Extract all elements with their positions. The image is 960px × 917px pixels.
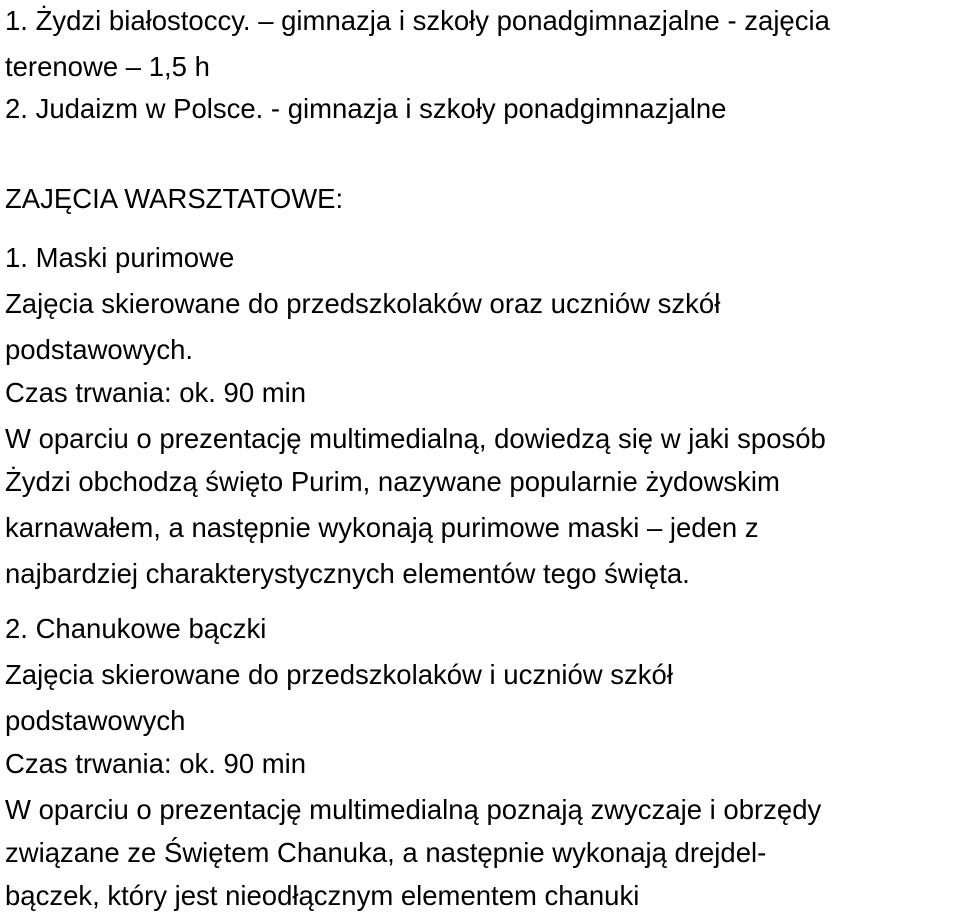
text-line: związane ze Świętem Chanuka, a następnie wykonają drejdel- — [5, 837, 767, 868]
text-line: terenowe – 1,5 h — [5, 51, 210, 82]
text-line: podstawowych. — [5, 334, 194, 365]
text-line: 1. Maski purimowe — [5, 242, 235, 273]
text-line: Żydzi obchodzą święto Purim, nazywane popularnie żydowskim — [5, 466, 780, 497]
text-line: Czas trwania: ok. 90 min — [5, 377, 307, 408]
text-line: 1. Żydzi białostoccy. – gimnazja i szkoły ponadgimnazjalne - zajęcia — [5, 5, 830, 36]
text-line: Czas trwania: ok. 90 min — [5, 748, 307, 779]
text-line: W oparciu o prezentację multimedialną, dowiedzą się w jaki sposób — [5, 423, 826, 454]
text-line: W oparciu o prezentację multimedialną poznają zwyczaje i obrzędy — [5, 794, 822, 825]
text-line: 2. Chanukowe bączki — [5, 613, 267, 644]
text-line: Zajęcia skierowane do przedszkolaków i uczniów szkół — [5, 659, 673, 690]
text-line: najbardziej charakterystycznych elementów tego święta. — [5, 558, 690, 589]
text-line: karnawałem, a następnie wykonają purimowe maski – jeden z — [5, 512, 759, 543]
section-heading: ZAJĘCIA WARSZTATOWE: — [5, 183, 344, 214]
text-line: 2. Judaizm w Polsce. - gimnazja i szkoły ponadgimnazjalne — [5, 93, 727, 124]
text-line: podstawowych — [5, 705, 186, 736]
text-line: Zajęcia skierowane do przedszkolaków oraz uczniów szkół — [5, 288, 721, 319]
text-line: bączek, który jest nieodłącznym elementem chanuki — [5, 880, 640, 911]
